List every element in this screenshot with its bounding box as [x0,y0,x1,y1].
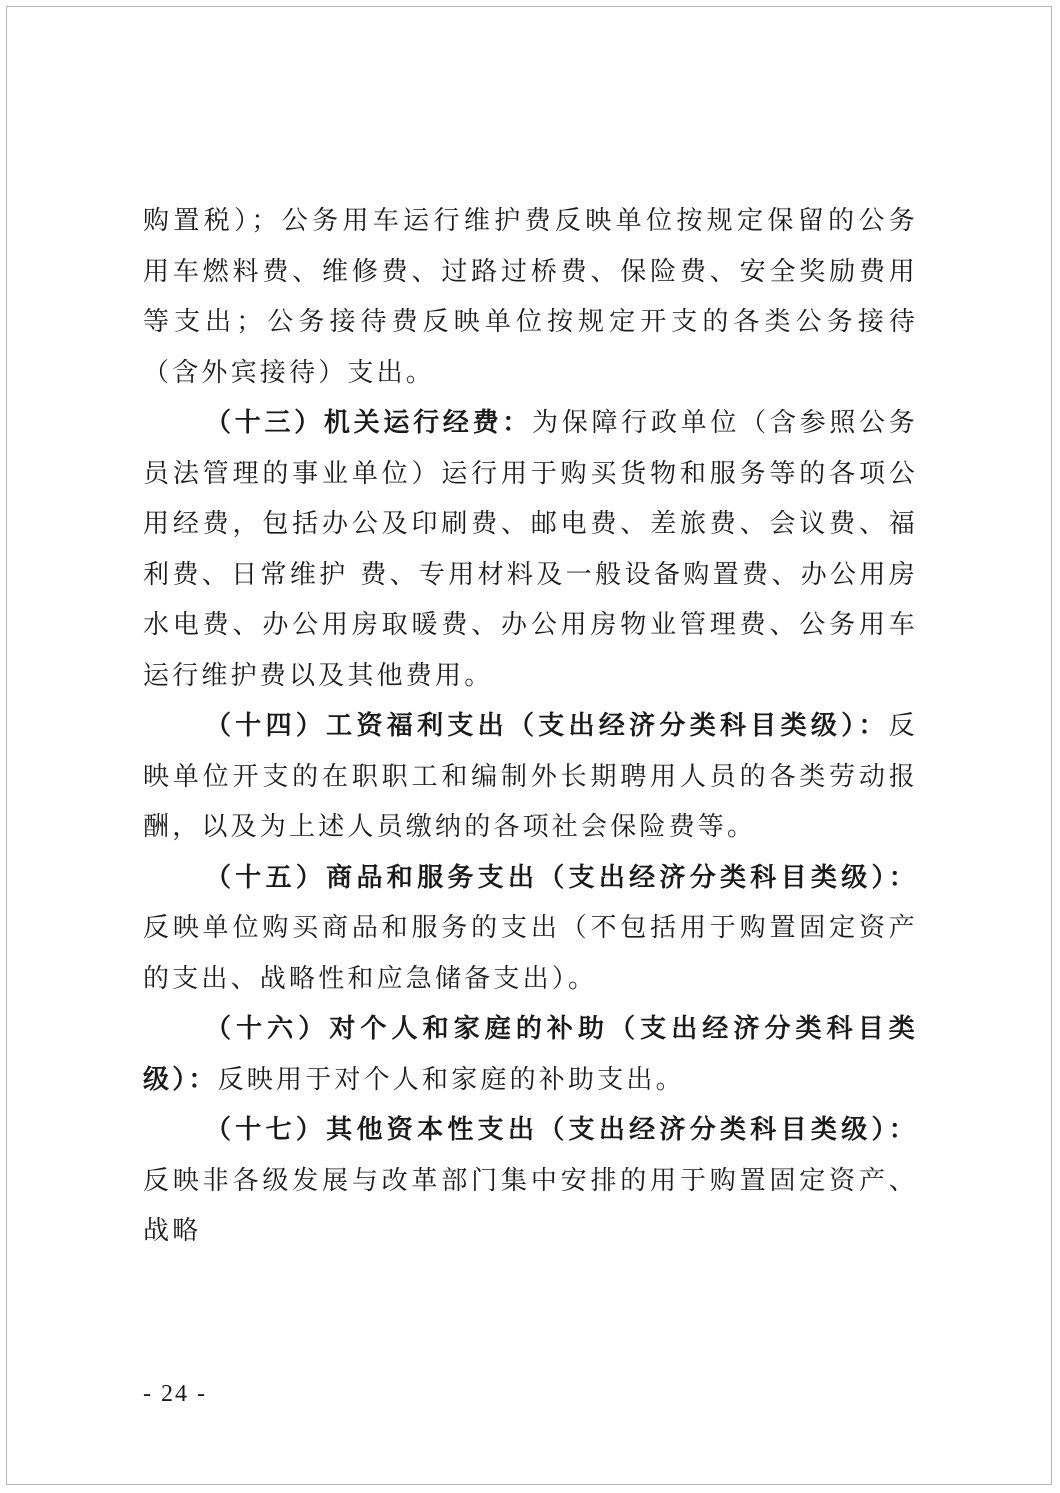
paragraph-heading: （十五）商品和服务支出（支出经济分类科目类级）： [205,862,918,893]
paragraph-text: 反映单位开支的在职职工和编制外长期聘用人员的各类劳动报酬，以及为上述人员缴纳的各项社会保险费等。 [143,711,918,842]
paragraph-wages-welfare [143,701,918,853]
paragraph-individual-household-subsidies [143,1004,918,1105]
paragraph-goods-services [143,853,918,1005]
paragraph-text: 反映用于对个人和家庭的补助支出。 [217,1064,685,1095]
paragraph-heading: （十三）机关运行经费： [205,408,533,438]
page-number: - 24 - [143,1381,207,1407]
paragraph-text: 反映单位购买商品和服务的支出（不包括用于购置固定资产的支出、战略性和应急储备支出）。 [143,913,918,994]
paragraph-text: 反映非各级发展与改革部门集中安排的用于购置固定资产、战略 [143,1165,918,1246]
paragraph-heading: （十六）对个人和家庭的补助（支出经济分类科目类级）： [143,1014,918,1095]
paragraph-administrative-operating-expenses [143,398,918,701]
paragraph-text: 购置税）；公务用车运行维护费反映单位按规定保留的公务用车燃料费、维修费、过路过桥费、保险费、安全奖励费用等支出；公务接待费反映单位按规定开支的各类公务接待（含外宾接待）支出。 [143,206,918,388]
paragraph-other-capital-expenditure [143,1105,918,1257]
paragraph-heading: （十七）其他资本性支出（支出经济分类科目类级）： [205,1115,918,1145]
paragraph-continuation [143,196,918,398]
paragraph-text: 为保障行政单位（含参照公务员法管理的事业单位）运行用于购买货物和服务等的各项公用经费，包括办公及印刷费、邮电费、差旅费、会议费、福利费、日常维护 费、专用材料及一般设备购置费、办公用房水电费、办公用房取暖费、办公用房物业管理费、公务用车运行维护费以及其他费用。 [143,408,918,691]
paragraph-heading: （十四）工资福利支出（支出经济分类科目类级）： [205,711,889,741]
document-body [143,196,918,1257]
